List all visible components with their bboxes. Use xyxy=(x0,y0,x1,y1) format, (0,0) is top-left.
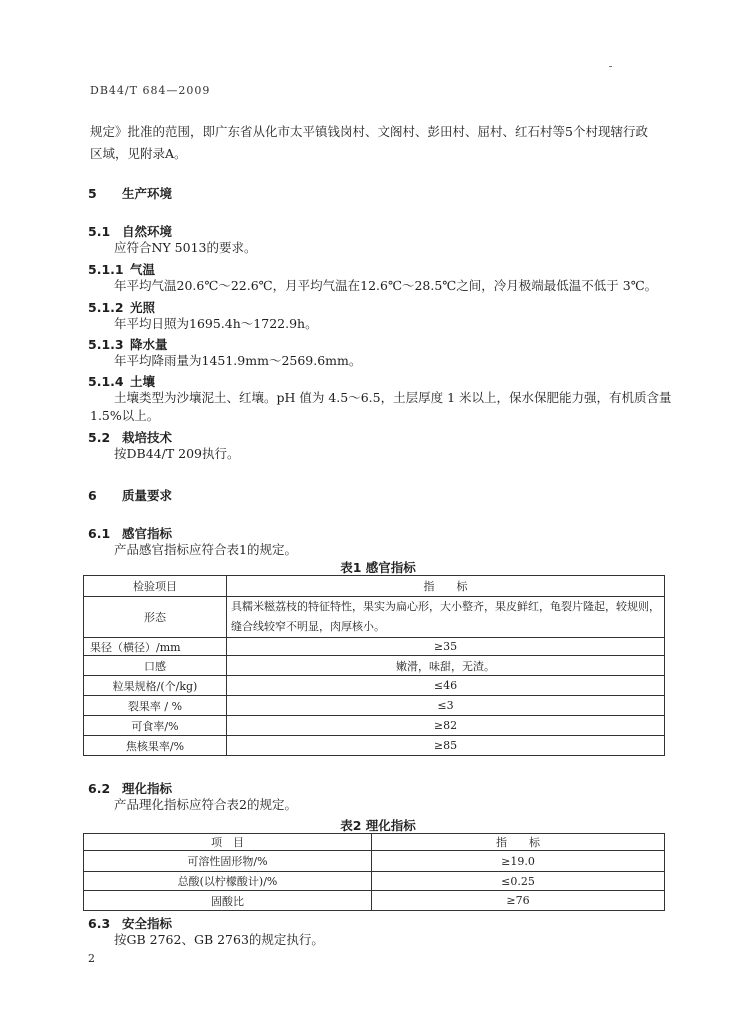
header-cell: 指 标 xyxy=(227,576,665,597)
section-title: 质量要求 xyxy=(122,488,173,503)
item-cell: 固酸比 xyxy=(84,891,372,911)
section-number: 5.1 xyxy=(88,224,111,239)
table-row xyxy=(84,656,665,676)
section-number: 6.2 xyxy=(88,781,111,796)
page-number: 2 xyxy=(88,952,95,965)
section-number: 5 xyxy=(88,186,97,201)
section-title: 生产环境 xyxy=(122,186,173,201)
item-cell: 可溶性固形物/% xyxy=(84,851,372,872)
section-number: 5.1.2 xyxy=(88,300,124,315)
section-number: 5.1.1 xyxy=(88,262,124,277)
intro-line-1: 规定》批准的范围，即广东省从化市太平镇钱岗村、文阁村、彭田村、屈村、红石村等5个村现辖行政 xyxy=(90,124,648,139)
section-5-2-text: 按DB44/T 209执行。 xyxy=(114,446,240,461)
item-cell: 焦核果率/% xyxy=(84,736,227,756)
section-title: 自然环境 xyxy=(122,224,173,239)
margin-tick xyxy=(609,66,612,67)
section-5-1-2-text: 年平均日照为1695.4h～1722.9h。 xyxy=(114,316,318,331)
value-cell: ≤46 xyxy=(227,676,665,696)
section-number: 5.1.3 xyxy=(88,337,124,352)
table-row xyxy=(84,716,665,736)
value-cell: 嫩滑，味甜，无渣。 xyxy=(227,656,665,676)
value-cell: ≥82 xyxy=(227,716,665,736)
section-number: 6.1 xyxy=(88,526,111,541)
item-cell: 粒果规格/(个/kg) xyxy=(84,676,227,696)
value-cell: ≥85 xyxy=(227,736,665,756)
table-1 xyxy=(83,575,665,756)
value-cell: ≤3 xyxy=(227,696,665,716)
header-standard-number: DB44/T 684—2009 xyxy=(90,84,211,97)
section-5-1-4-text-1: 土壤类型为沙壤泥土、红壤。pH 值为 4.5～6.5，土层厚度 1 米以上，保水保肥能力强，有机质含量 xyxy=(114,390,672,405)
section-6-2-text: 产品理化指标应符合表2的规定。 xyxy=(114,797,297,812)
section-number: 5.2 xyxy=(88,430,111,445)
table-row xyxy=(84,851,665,872)
section-title: 理化指标 xyxy=(122,781,173,796)
intro-line-2: 区域，见附录A。 xyxy=(90,146,187,161)
table-header-row xyxy=(84,576,665,597)
value-cell: ≥76 xyxy=(372,891,665,911)
header-cell: 项 目 xyxy=(84,834,372,851)
value-cell: ≥35 xyxy=(227,638,665,656)
table-2-caption: 表2 理化指标 xyxy=(340,818,416,833)
table-row xyxy=(84,597,665,638)
value-cell: ≥19.0 xyxy=(372,851,665,872)
section-title: 降水量 xyxy=(130,337,168,352)
section-title: 光照 xyxy=(130,300,156,315)
table-row xyxy=(84,891,665,911)
value-cell xyxy=(227,597,665,638)
header-cell: 检验项目 xyxy=(84,576,227,597)
section-5-1-4-text-2: 1.5%以上。 xyxy=(90,408,160,423)
section-number: 6 xyxy=(88,488,97,503)
table-row xyxy=(84,638,665,656)
section-title: 土壤 xyxy=(130,374,156,389)
item-cell: 可食率/% xyxy=(84,716,227,736)
section-title: 气温 xyxy=(130,262,156,277)
table-header-row xyxy=(84,834,665,851)
value-line: 缝合线较窄不明显，肉厚核小。 xyxy=(231,620,385,633)
section-5-1-1-text: 年平均气温20.6℃～22.6℃，月平均气温在12.6℃～28.5℃之间，冷月极端最低温不低于 3℃。 xyxy=(114,278,658,293)
section-5-1-text: 应符合NY 5013的要求。 xyxy=(114,240,257,255)
item-cell: 果径（横径）/mm xyxy=(84,638,227,656)
item-cell: 口感 xyxy=(84,656,227,676)
table-row xyxy=(84,676,665,696)
table-1-caption: 表1 感官指标 xyxy=(340,560,416,575)
section-number: 5.1.4 xyxy=(88,374,124,389)
table-row xyxy=(84,696,665,716)
section-title: 感官指标 xyxy=(122,526,173,541)
section-5-1-3-text: 年平均降雨量为1451.9mm～2569.6mm。 xyxy=(114,353,362,368)
section-title: 栽培技术 xyxy=(122,430,173,445)
section-6-1-text: 产品感官指标应符合表1的规定。 xyxy=(114,542,297,557)
section-5-heading xyxy=(88,184,172,202)
item-cell: 总酸(以柠檬酸计)/% xyxy=(84,872,372,891)
section-number: 6.3 xyxy=(88,916,111,931)
section-title: 安全指标 xyxy=(122,916,173,931)
table-2 xyxy=(83,833,665,911)
section-6-3-text: 按GB 2762、GB 2763的规定执行。 xyxy=(114,932,324,947)
item-cell: 裂果率 / % xyxy=(84,696,227,716)
header-cell: 指 标 xyxy=(372,834,665,851)
table-row xyxy=(84,872,665,891)
section-6-heading xyxy=(88,486,172,504)
value-line: 具糯米糍荔枝的特征特性，果实为扁心形，大小整齐，果皮鲜红，龟裂片隆起，较规则， xyxy=(231,600,660,613)
value-cell: ≤0.25 xyxy=(372,872,665,891)
table-row xyxy=(84,736,665,756)
item-cell: 形态 xyxy=(84,597,227,638)
